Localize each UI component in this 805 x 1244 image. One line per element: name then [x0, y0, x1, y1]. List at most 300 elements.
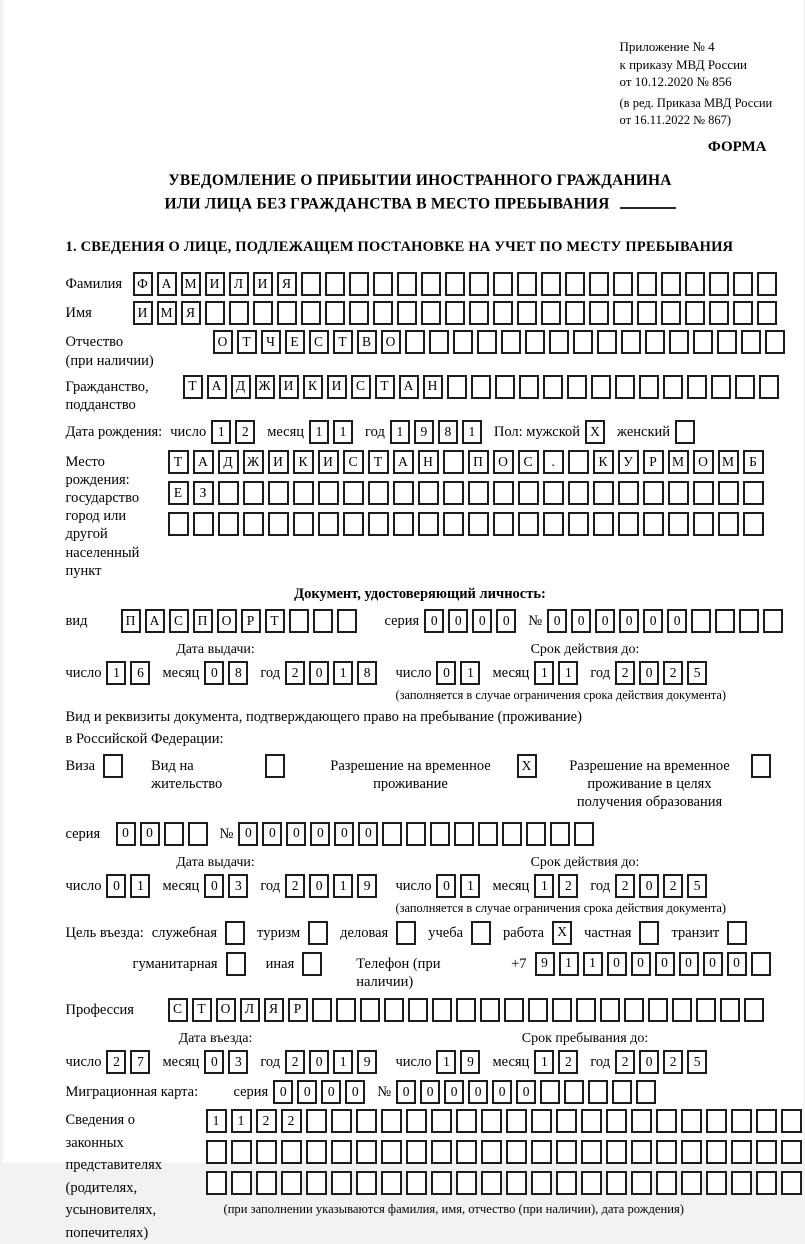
char-cell[interactable] [356, 1140, 377, 1164]
char-cell[interactable] [231, 1140, 252, 1164]
char-cell[interactable] [717, 330, 737, 354]
char-cell[interactable]: 0 [321, 1080, 341, 1104]
char-cell[interactable] [720, 998, 740, 1022]
char-cell[interactable] [743, 512, 764, 536]
char-cell[interactable]: Л [240, 998, 260, 1022]
char-cell[interactable] [552, 998, 572, 1022]
char-cell[interactable] [226, 952, 246, 976]
char-cell[interactable]: 0 [571, 609, 591, 633]
char-cell[interactable] [631, 1109, 652, 1133]
char-cell[interactable]: 0 [655, 952, 675, 976]
char-cell[interactable] [481, 1171, 502, 1195]
char-cell[interactable]: А [145, 609, 165, 633]
char-cell[interactable] [336, 998, 356, 1022]
char-cell[interactable] [541, 301, 561, 325]
char-cell[interactable]: А [393, 450, 414, 474]
char-cell[interactable]: 1 [559, 952, 579, 976]
char-cell[interactable]: 0 [116, 822, 136, 846]
char-cell[interactable] [225, 921, 245, 945]
char-cell[interactable]: А [207, 375, 227, 399]
char-cell[interactable] [408, 998, 428, 1022]
char-cell[interactable]: Т [375, 375, 395, 399]
char-cell[interactable] [645, 330, 665, 354]
char-cell[interactable] [518, 512, 539, 536]
char-cell[interactable]: 0 [309, 1050, 329, 1074]
char-cell[interactable] [477, 330, 497, 354]
char-cell[interactable] [396, 921, 416, 945]
char-cell[interactable]: 9 [535, 952, 555, 976]
char-cell[interactable] [243, 512, 264, 536]
char-cell[interactable] [431, 1109, 452, 1133]
char-cell[interactable] [696, 998, 716, 1022]
char-cell[interactable]: 0 [643, 609, 663, 633]
char-cell[interactable] [193, 512, 214, 536]
char-cell[interactable]: 2 [663, 874, 683, 898]
char-cell[interactable] [445, 272, 465, 296]
char-cell[interactable]: 8 [357, 661, 377, 685]
char-cell[interactable] [406, 1109, 427, 1133]
char-cell[interactable]: Л [229, 272, 249, 296]
char-cell[interactable]: 0 [420, 1080, 440, 1104]
char-cell[interactable] [265, 754, 285, 778]
char-cell[interactable] [382, 822, 402, 846]
char-cell[interactable] [668, 512, 689, 536]
char-cell[interactable] [668, 481, 689, 505]
char-cell[interactable] [531, 1171, 552, 1195]
char-cell[interactable] [431, 1171, 452, 1195]
char-cell[interactable]: 1 [333, 1050, 353, 1074]
char-cell[interactable]: 5 [687, 874, 707, 898]
char-cell[interactable] [445, 301, 465, 325]
char-cell[interactable] [618, 481, 639, 505]
char-cell[interactable] [493, 301, 513, 325]
char-cell[interactable] [636, 1080, 656, 1104]
char-cell[interactable] [593, 481, 614, 505]
char-cell[interactable] [281, 1140, 302, 1164]
char-cell[interactable] [293, 512, 314, 536]
char-cell[interactable] [313, 609, 333, 633]
char-cell[interactable] [751, 754, 771, 778]
char-cell[interactable] [648, 998, 668, 1022]
char-cell[interactable]: И [268, 450, 289, 474]
char-cell[interactable]: В [357, 330, 377, 354]
char-cell[interactable] [743, 481, 764, 505]
char-cell[interactable] [661, 272, 681, 296]
char-cell[interactable] [606, 1109, 627, 1133]
char-cell[interactable] [613, 272, 633, 296]
char-cell[interactable] [573, 330, 593, 354]
char-cell[interactable] [631, 1140, 652, 1164]
char-cell[interactable]: 0 [297, 1080, 317, 1104]
char-cell[interactable]: 0 [444, 1080, 464, 1104]
char-cell[interactable] [706, 1109, 727, 1133]
char-cell[interactable]: 2 [285, 661, 305, 685]
char-cell[interactable]: 9 [357, 1050, 377, 1074]
char-cell[interactable]: 0 [667, 609, 687, 633]
char-cell[interactable]: Я [264, 998, 284, 1022]
char-cell[interactable]: 2 [106, 1050, 126, 1074]
char-cell[interactable] [581, 1109, 602, 1133]
char-cell[interactable] [549, 330, 569, 354]
char-cell[interactable] [293, 481, 314, 505]
char-cell[interactable] [691, 609, 711, 633]
char-cell[interactable] [506, 1171, 527, 1195]
char-cell[interactable] [687, 375, 707, 399]
char-cell[interactable] [715, 609, 735, 633]
char-cell[interactable] [565, 272, 585, 296]
char-cell[interactable] [506, 1109, 527, 1133]
char-cell[interactable] [188, 822, 208, 846]
char-cell[interactable] [384, 998, 404, 1022]
char-cell[interactable] [751, 952, 771, 976]
char-cell[interactable] [706, 1171, 727, 1195]
char-cell[interactable] [556, 1140, 577, 1164]
char-cell[interactable] [306, 1171, 327, 1195]
char-cell[interactable]: Т [237, 330, 257, 354]
char-cell[interactable]: 5 [687, 661, 707, 685]
char-cell[interactable]: . [543, 450, 564, 474]
char-cell[interactable]: М [668, 450, 689, 474]
char-cell[interactable]: 0 [595, 609, 615, 633]
char-cell[interactable] [308, 921, 328, 945]
char-cell[interactable]: 1 [206, 1109, 227, 1133]
char-cell[interactable] [709, 272, 729, 296]
char-cell[interactable] [672, 998, 692, 1022]
char-cell[interactable] [360, 998, 380, 1022]
char-cell[interactable] [318, 481, 339, 505]
char-cell[interactable]: 0 [607, 952, 627, 976]
char-cell[interactable]: С [351, 375, 371, 399]
char-cell[interactable]: 0 [204, 661, 224, 685]
char-cell[interactable] [421, 272, 441, 296]
char-cell[interactable] [637, 272, 657, 296]
char-cell[interactable] [541, 272, 561, 296]
char-cell[interactable] [656, 1109, 677, 1133]
char-cell[interactable]: 5 [687, 1050, 707, 1074]
char-cell[interactable] [567, 375, 587, 399]
char-cell[interactable]: М [181, 272, 201, 296]
char-cell[interactable] [741, 330, 761, 354]
char-cell[interactable] [406, 822, 426, 846]
char-cell[interactable] [681, 1140, 702, 1164]
char-cell[interactable] [733, 301, 753, 325]
char-cell[interactable]: З [193, 481, 214, 505]
char-cell[interactable] [706, 1140, 727, 1164]
char-cell[interactable]: 0 [619, 609, 639, 633]
char-cell[interactable]: Т [333, 330, 353, 354]
char-cell[interactable] [430, 822, 450, 846]
char-cell[interactable]: М [718, 450, 739, 474]
char-cell[interactable]: 0 [436, 661, 456, 685]
char-cell[interactable] [675, 420, 695, 444]
char-cell[interactable] [731, 1140, 752, 1164]
char-cell[interactable] [531, 1109, 552, 1133]
char-cell[interactable]: С [168, 998, 188, 1022]
char-cell[interactable]: 0 [286, 822, 306, 846]
char-cell[interactable]: 1 [436, 1050, 456, 1074]
char-cell[interactable] [656, 1171, 677, 1195]
char-cell[interactable]: И [133, 301, 153, 325]
char-cell[interactable]: 2 [235, 420, 255, 444]
char-cell[interactable]: Е [168, 481, 189, 505]
char-cell[interactable] [613, 301, 633, 325]
char-cell[interactable] [518, 481, 539, 505]
char-cell[interactable]: Р [643, 450, 664, 474]
char-cell[interactable]: А [193, 450, 214, 474]
char-cell[interactable] [103, 754, 123, 778]
char-cell[interactable]: X [585, 420, 605, 444]
char-cell[interactable] [454, 822, 474, 846]
char-cell[interactable] [343, 512, 364, 536]
char-cell[interactable] [253, 301, 273, 325]
char-cell[interactable] [343, 481, 364, 505]
char-cell[interactable] [468, 481, 489, 505]
char-cell[interactable] [373, 301, 393, 325]
char-cell[interactable] [356, 1171, 377, 1195]
char-cell[interactable] [331, 1140, 352, 1164]
char-cell[interactable]: 0 [639, 874, 659, 898]
char-cell[interactable] [495, 375, 515, 399]
char-cell[interactable] [418, 512, 439, 536]
char-cell[interactable]: О [493, 450, 514, 474]
char-cell[interactable]: Д [218, 450, 239, 474]
char-cell[interactable] [597, 330, 617, 354]
char-cell[interactable] [568, 512, 589, 536]
char-cell[interactable] [456, 1171, 477, 1195]
char-cell[interactable] [656, 1140, 677, 1164]
char-cell[interactable]: К [593, 450, 614, 474]
char-cell[interactable] [757, 272, 777, 296]
char-cell[interactable]: 2 [558, 874, 578, 898]
char-cell[interactable] [356, 1109, 377, 1133]
char-cell[interactable]: П [121, 609, 141, 633]
char-cell[interactable] [643, 512, 664, 536]
char-cell[interactable] [504, 998, 524, 1022]
char-cell[interactable] [576, 998, 596, 1022]
char-cell[interactable]: 2 [285, 874, 305, 898]
char-cell[interactable] [218, 481, 239, 505]
char-cell[interactable]: Р [241, 609, 261, 633]
char-cell[interactable] [429, 330, 449, 354]
char-cell[interactable] [453, 330, 473, 354]
char-cell[interactable]: 6 [130, 661, 150, 685]
char-cell[interactable] [418, 481, 439, 505]
char-cell[interactable]: О [381, 330, 401, 354]
char-cell[interactable] [447, 375, 467, 399]
char-cell[interactable]: Н [423, 375, 443, 399]
char-cell[interactable] [393, 512, 414, 536]
char-cell[interactable] [731, 1109, 752, 1133]
char-cell[interactable] [277, 301, 297, 325]
char-cell[interactable] [756, 1109, 777, 1133]
char-cell[interactable] [281, 1171, 302, 1195]
char-cell[interactable] [256, 1171, 277, 1195]
char-cell[interactable]: 0 [448, 609, 468, 633]
char-cell[interactable]: О [217, 609, 237, 633]
char-cell[interactable] [588, 1080, 608, 1104]
char-cell[interactable]: Н [418, 450, 439, 474]
char-cell[interactable] [306, 1109, 327, 1133]
char-cell[interactable]: С [309, 330, 329, 354]
char-cell[interactable] [528, 998, 548, 1022]
char-cell[interactable] [756, 1171, 777, 1195]
char-cell[interactable]: 2 [663, 1050, 683, 1074]
char-cell[interactable] [744, 998, 764, 1022]
char-cell[interactable] [469, 272, 489, 296]
char-cell[interactable]: 0 [140, 822, 160, 846]
char-cell[interactable] [432, 998, 452, 1022]
char-cell[interactable] [643, 481, 664, 505]
char-cell[interactable]: Т [168, 450, 189, 474]
char-cell[interactable] [381, 1109, 402, 1133]
char-cell[interactable]: 1 [462, 420, 482, 444]
char-cell[interactable] [606, 1171, 627, 1195]
char-cell[interactable] [493, 272, 513, 296]
char-cell[interactable] [431, 1140, 452, 1164]
char-cell[interactable] [565, 301, 585, 325]
char-cell[interactable]: 0 [238, 822, 258, 846]
char-cell[interactable] [218, 512, 239, 536]
char-cell[interactable]: 8 [438, 420, 458, 444]
char-cell[interactable] [502, 822, 522, 846]
char-cell[interactable]: 0 [639, 661, 659, 685]
char-cell[interactable] [478, 822, 498, 846]
char-cell[interactable] [543, 481, 564, 505]
char-cell[interactable] [205, 301, 225, 325]
char-cell[interactable] [318, 512, 339, 536]
char-cell[interactable]: 2 [615, 1050, 635, 1074]
char-cell[interactable] [763, 609, 783, 633]
char-cell[interactable] [781, 1109, 802, 1133]
char-cell[interactable] [443, 481, 464, 505]
char-cell[interactable] [589, 272, 609, 296]
char-cell[interactable] [443, 512, 464, 536]
char-cell[interactable]: 0 [204, 1050, 224, 1074]
char-cell[interactable]: 1 [534, 1050, 554, 1074]
char-cell[interactable] [405, 330, 425, 354]
char-cell[interactable] [331, 1171, 352, 1195]
char-cell[interactable]: Ж [255, 375, 275, 399]
char-cell[interactable] [381, 1171, 402, 1195]
char-cell[interactable] [480, 998, 500, 1022]
char-cell[interactable] [525, 330, 545, 354]
char-cell[interactable] [718, 512, 739, 536]
char-cell[interactable]: 1 [333, 874, 353, 898]
char-cell[interactable]: 2 [615, 661, 635, 685]
char-cell[interactable]: О [216, 998, 236, 1022]
char-cell[interactable] [693, 481, 714, 505]
char-cell[interactable]: И [205, 272, 225, 296]
char-cell[interactable] [615, 375, 635, 399]
char-cell[interactable] [540, 1080, 560, 1104]
char-cell[interactable] [550, 822, 570, 846]
char-cell[interactable]: 1 [534, 661, 554, 685]
char-cell[interactable]: 1 [558, 661, 578, 685]
char-cell[interactable] [526, 822, 546, 846]
char-cell[interactable] [669, 330, 689, 354]
char-cell[interactable] [693, 512, 714, 536]
char-cell[interactable]: 9 [414, 420, 434, 444]
char-cell[interactable] [693, 330, 713, 354]
char-cell[interactable] [456, 998, 476, 1022]
char-cell[interactable]: 0 [516, 1080, 536, 1104]
char-cell[interactable] [493, 481, 514, 505]
char-cell[interactable]: 0 [492, 1080, 512, 1104]
char-cell[interactable] [731, 1171, 752, 1195]
char-cell[interactable] [456, 1109, 477, 1133]
char-cell[interactable] [164, 822, 184, 846]
char-cell[interactable] [519, 375, 539, 399]
char-cell[interactable]: К [303, 375, 323, 399]
char-cell[interactable] [531, 1140, 552, 1164]
char-cell[interactable] [337, 609, 357, 633]
char-cell[interactable]: 1 [460, 874, 480, 898]
char-cell[interactable]: 0 [703, 952, 723, 976]
char-cell[interactable] [368, 512, 389, 536]
char-cell[interactable] [661, 301, 681, 325]
char-cell[interactable]: 0 [468, 1080, 488, 1104]
char-cell[interactable] [618, 512, 639, 536]
char-cell[interactable]: 0 [358, 822, 378, 846]
char-cell[interactable] [243, 481, 264, 505]
char-cell[interactable]: А [157, 272, 177, 296]
char-cell[interactable] [397, 272, 417, 296]
char-cell[interactable]: 0 [631, 952, 651, 976]
char-cell[interactable] [624, 998, 644, 1022]
char-cell[interactable] [206, 1140, 227, 1164]
char-cell[interactable] [591, 375, 611, 399]
char-cell[interactable]: У [618, 450, 639, 474]
char-cell[interactable] [406, 1140, 427, 1164]
char-cell[interactable]: 1 [460, 661, 480, 685]
char-cell[interactable] [301, 301, 321, 325]
char-cell[interactable]: 0 [496, 609, 516, 633]
char-cell[interactable]: И [318, 450, 339, 474]
char-cell[interactable] [301, 272, 321, 296]
char-cell[interactable] [331, 1109, 352, 1133]
char-cell[interactable] [756, 1140, 777, 1164]
char-cell[interactable]: X [517, 754, 537, 778]
char-cell[interactable] [397, 301, 417, 325]
char-cell[interactable]: Я [181, 301, 201, 325]
char-cell[interactable] [663, 375, 683, 399]
char-cell[interactable] [229, 301, 249, 325]
char-cell[interactable]: Т [265, 609, 285, 633]
char-cell[interactable] [517, 301, 537, 325]
char-cell[interactable] [471, 921, 491, 945]
char-cell[interactable] [231, 1171, 252, 1195]
char-cell[interactable]: 9 [460, 1050, 480, 1074]
char-cell[interactable] [581, 1171, 602, 1195]
char-cell[interactable] [637, 301, 657, 325]
char-cell[interactable]: 2 [615, 874, 635, 898]
char-cell[interactable] [506, 1140, 527, 1164]
char-cell[interactable]: Е [285, 330, 305, 354]
char-cell[interactable]: С [169, 609, 189, 633]
char-cell[interactable]: 0 [334, 822, 354, 846]
char-cell[interactable] [517, 272, 537, 296]
char-cell[interactable] [574, 822, 594, 846]
char-cell[interactable] [312, 998, 332, 1022]
char-cell[interactable]: Т [183, 375, 203, 399]
char-cell[interactable] [556, 1171, 577, 1195]
char-cell[interactable] [589, 301, 609, 325]
char-cell[interactable]: И [279, 375, 299, 399]
char-cell[interactable]: 0 [396, 1080, 416, 1104]
char-cell[interactable] [568, 481, 589, 505]
char-cell[interactable] [349, 272, 369, 296]
char-cell[interactable] [393, 481, 414, 505]
